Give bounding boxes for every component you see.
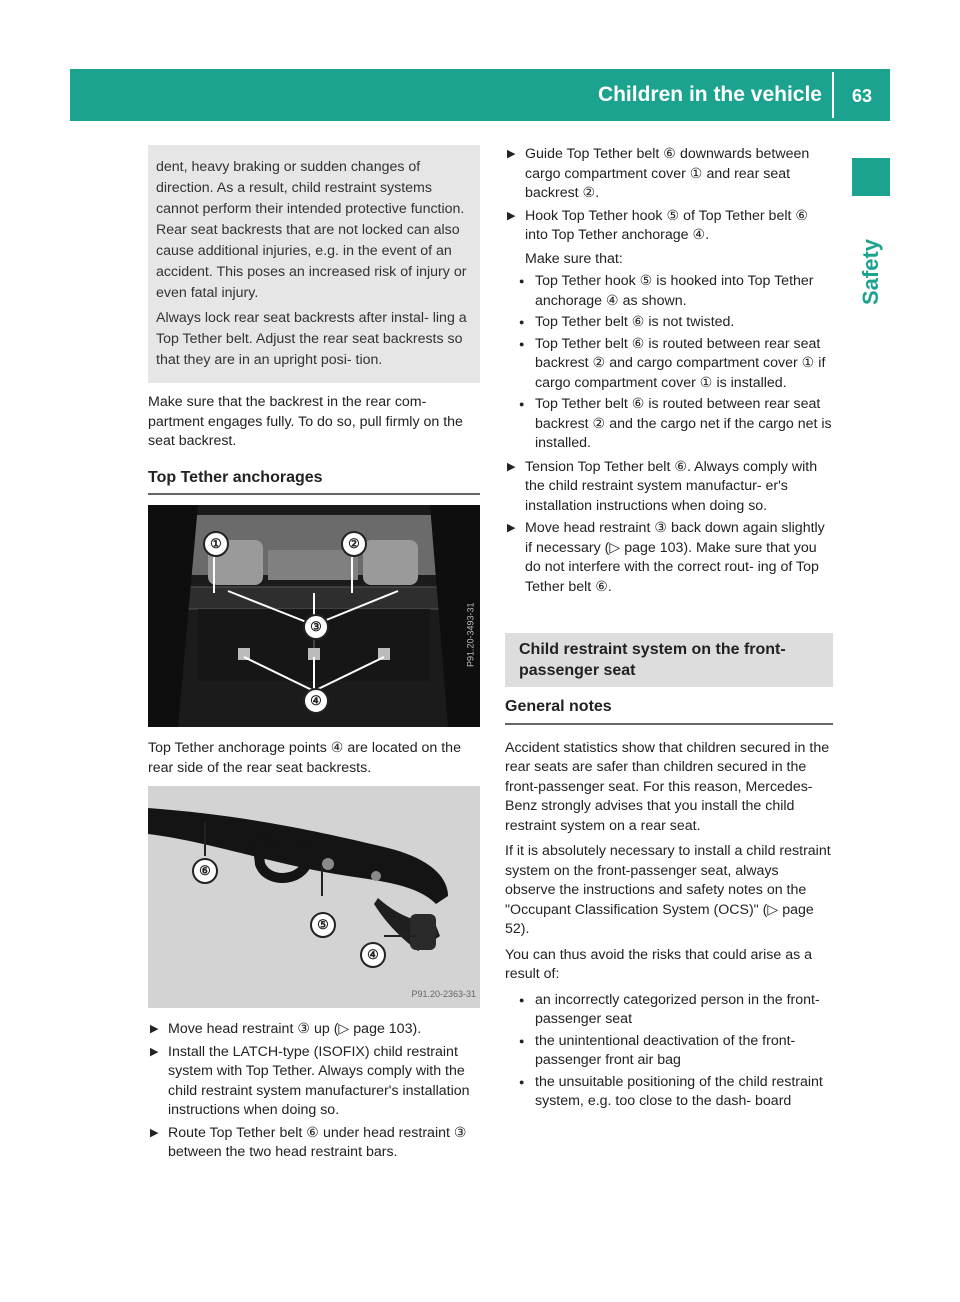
check-item: ● Top Tether belt ⑥ is not twisted. xyxy=(505,313,833,333)
warning-text: Always lock rear seat backrests after instal- ling a Top Tether belt. Adjust the rear seat backrests so that they are in an upright posi- tion. xyxy=(156,310,467,368)
callout-1: ① xyxy=(203,531,229,557)
header-divider xyxy=(832,72,834,118)
callout-4: ④ xyxy=(303,688,329,714)
chapter-title: Children in the vehicle xyxy=(597,83,822,106)
callout-3: ③ xyxy=(303,614,329,640)
risk-item: ● an incorrectly categorized person in the front- passenger seat xyxy=(505,991,833,1030)
figure-tether-hook xyxy=(148,786,480,1008)
instruction-step: ▶ Install the LATCH-type (ISOFIX) child restraint system with Top Tether. Always comply with the child restraint system manufacturer's installation instructions when doing so. xyxy=(148,1043,480,1121)
page-number: 63 xyxy=(851,86,873,106)
callout-6: ⑥ xyxy=(192,858,218,884)
callout-4: ④ xyxy=(360,942,386,968)
callout-5: ⑤ xyxy=(310,912,336,938)
body-paragraph: If it is absolutely necessary to install a child restraint system on the front-passenger seat, always observe the instructions and safety notes on the "Occupant Classification System (OCS)" (▷ page 52). xyxy=(505,843,831,937)
instruction-step: ▶ Tension Top Tether belt ⑥. Always comply with the child restraint system manufactur- er's installation instructions when doing so. xyxy=(505,458,833,517)
section-tab xyxy=(846,202,896,342)
body-paragraph: Make sure that the backrest in the rear com- partment engages fully. To do so, pull firmly on the seat backrest. xyxy=(148,394,463,449)
subheading: General notes xyxy=(505,697,833,725)
callout-2: ② xyxy=(341,531,367,557)
instruction-step: ▶ Guide Top Tether belt ⑥ downwards between cargo compartment cover ① and rear seat backrest ②. xyxy=(505,145,833,204)
figure-code: P91.20-3493-31 xyxy=(465,602,476,668)
instruction-step: ▶ Route Top Tether belt ⑥ under head restraint ③ between the two head restraint bars. xyxy=(148,1124,480,1163)
instruction-step: ▶ Move head restraint ③ back down again slightly if necessary (▷ page 103). Make sure that you do not interfere with the correct rout- ing of Top Tether belt ⑥. xyxy=(505,519,833,597)
risk-item: ● the unsuitable positioning of the child restraint system, e.g. too close to the dash- board xyxy=(505,1073,833,1112)
left-column xyxy=(148,145,480,1167)
risk-list xyxy=(505,991,833,1112)
check-item: ● Top Tether hook ⑤ is hooked into Top Tether anchorage ④ as shown. xyxy=(505,272,833,311)
body-paragraph: Accident statistics show that children secured in the rear seats are safer than children secured in the front-passenger seat. For this reason, Mercedes-Benz strongly advises that you install the child restraint system on a rear seat. xyxy=(505,739,830,834)
section-heading: Child restraint system on the front- passenger seat xyxy=(505,633,833,687)
instruction-steps xyxy=(148,1020,480,1163)
instruction-steps xyxy=(505,145,833,246)
risk-item: ● the unintentional deactivation of the front- passenger front air bag xyxy=(505,1032,833,1071)
right-column xyxy=(505,145,833,1116)
body-paragraph: You can thus avoid the risks that could arise as a result of: xyxy=(505,946,813,982)
figure-caption: Top Tether anchorage points ④ are located on the rear side of the rear seat backrests. xyxy=(148,740,461,776)
instruction-step: ▶ Move head restraint ③ up (▷ page 103). xyxy=(148,1020,480,1040)
figure-code: P91.20-2363-31 xyxy=(411,988,476,999)
check-list xyxy=(505,272,833,454)
check-item: ● Top Tether belt ⑥ is routed between rear seat backrest ② and cargo compartment cover ① if cargo compartment cover ① is installed. xyxy=(505,335,833,394)
instruction-steps xyxy=(505,458,833,598)
instruction-step: ▶ Hook Top Tether hook ⑤ of Top Tether belt ⑥ into Top Tether anchorage ④. xyxy=(505,207,833,246)
section-tab-marker xyxy=(852,158,890,196)
warning-box xyxy=(148,145,480,383)
section-heading: Top Tether anchorages xyxy=(148,468,480,496)
figure-cargo-anchorages xyxy=(148,505,480,727)
section-tab-label: Safety xyxy=(858,238,883,306)
check-item: ● Top Tether belt ⑥ is routed between rear seat backrest ② and the cargo net if the cargo net is installed. xyxy=(505,395,833,454)
make-sure-label: Make sure that: xyxy=(525,250,623,267)
warning-text: dent, heavy braking or sudden changes of direction. As a result, child restraint systems cannot perform their intended protective function. Rear seat backrests that are not locked can also cause additional injuries, e.g. in the event of an accident. This poses an increased risk of injury or even fatal injury. xyxy=(156,159,467,301)
tether-hook-illustration xyxy=(148,786,480,1008)
